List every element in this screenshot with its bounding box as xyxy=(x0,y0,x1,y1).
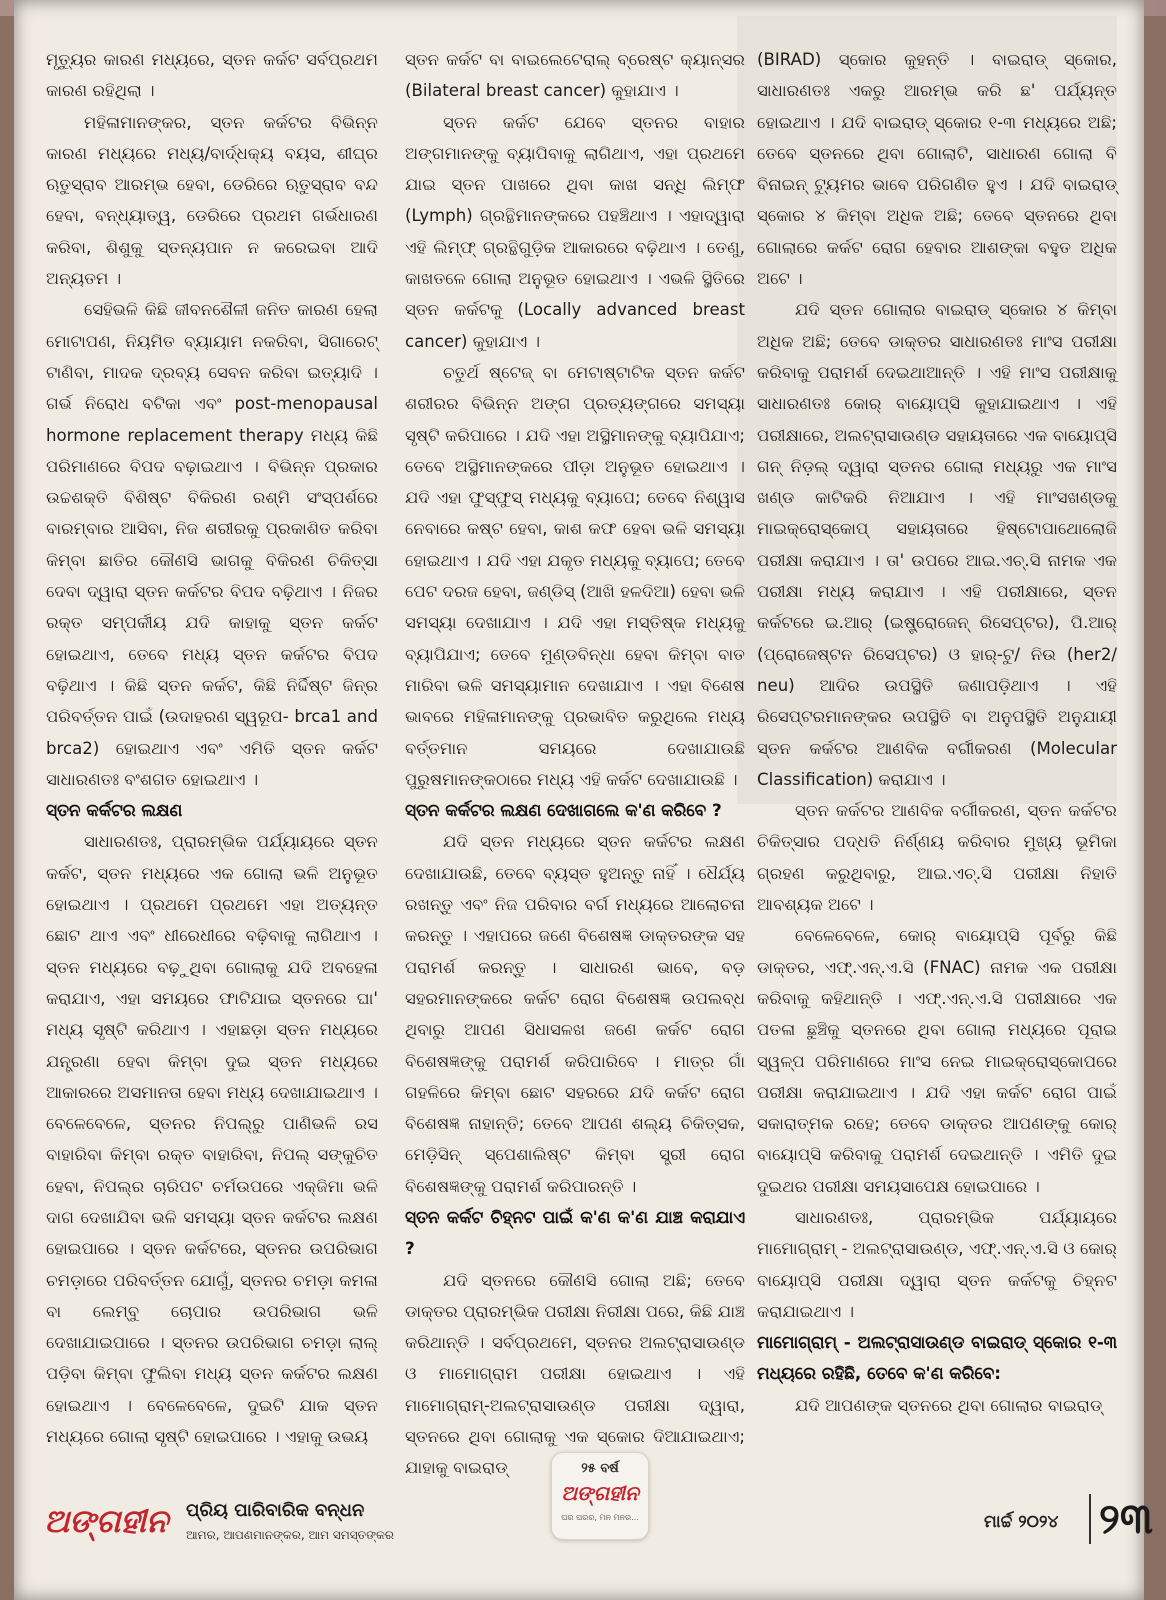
footer-tagline: ପ୍ରିୟ ପାରିବାରିକ ବନ୍ଧନ xyxy=(186,1500,365,1521)
paragraph: ଯଦି ସ୍ତନରେ କୌଣସି ଗୋଲା ଅଛି; ତେବେ ଡାକ୍ତର ପ୍ରାରମ୍ଭିକ ପରୀକ୍ଷା ନିରୀକ୍ଷା ପରେ, କିଛି ଯାଞ୍ଚ କରିଥାନ୍ତି । ସର୍ବପ୍ରଥମେ, ସ୍ତନର ଅଲଟ୍ରାସାଉଣ୍ଡ ଓ ମାମୋଗ୍ରାମ ପରୀକ୍ଷା ହୋଇଥାଏ । ଏହି ମାମୋଗ୍ରାମ୍-ଅଲଟ୍ରାସାଉଣ୍ଡ ପରୀକ୍ଷା ଦ୍ୱାରା, ସ୍ତନରେ ଥିବା ଗୋଲାକୁ ଏକ ସ୍କୋର ଦିଆଯାଇଥାଏ; ଯାହାକୁ ବାଇରାଡ୍ xyxy=(405,1270,745,1478)
paragraph: ସାଧାରଣତଃ, ପ୍ରାରମ୍ଭିକ ପର୍ଯ୍ୟାୟରେ ମାମୋଗ୍ରାମ୍ - ଅଲଟ୍ରାସାଉଣ୍ଡ, ଏଫ୍.ଏନ୍.ଏ.ସି ଓ କୋର୍ ବାୟୋପ୍ସି ପରୀକ୍ଷା ଦ୍ୱାରା ସ୍ତନ କର୍କଟକୁ ଚିହ୍ନଟ କରାଯାଇଥାଏ । xyxy=(757,1207,1117,1321)
footer-subtagline: ଆମର, ଆପଣମାନଙ୍କର, ଆମ ସମସ୍ତଙ୍କର xyxy=(186,1528,394,1542)
paragraph: ଯଦି ଆପଣଙ୍କ ସ୍ତନରେ ଥିବା ଗୋଲାର ବାଇରାଡ୍ xyxy=(795,1395,1103,1415)
paragraph: ସ୍ତନ କର୍କଟ ବା ବାଇଲେଟେରାଲ୍ ବ୍ରେଷ୍ଟ କ୍ୟାନ୍ସର (Bilateral breast cancer) କୁହାଯାଏ । xyxy=(405,50,745,101)
paragraph: ସାଧାରଣତଃ, ପ୍ରାରମ୍ଭିକ ପର୍ଯ୍ୟାୟରେ ସ୍ତନ କର୍କଟ, ସ୍ତନ ମଧ୍ୟରେ ଏକ ଗୋଲା ଭଳି ଅନୁଭୂତ ହୋଇଥାଏ । ପ୍ରଥମେ ପ୍ରଥମେ ଏହା ଅତ୍ୟନ୍ତ ଛୋଟ ଥାଏ ଏବଂ ଧୀରେଧୀରେ ବଢ଼ିବାକୁ ଲାଗିଥାଏ । ସ୍ତନ ମଧ୍ୟରେ ବଢ଼ୁଥିବା ଗୋଲାକୁ ଯଦି ଅବହେଳା କରାଯାଏ, ଏହା ସମୟରେ ଫାଟିଯାଇ ସ୍ତନରେ ଘା' ମଧ୍ୟ ସୃଷ୍ଟି କରିଥାଏ । ଏହାଛଡ଼ା ସ୍ତନ ମଧ୍ୟରେ ଯନ୍ତ୍ରଣା ହେବା କିମ୍ବା ଦୁଇ ସ୍ତନ ମଧ୍ୟରେ ଆକାରରେ ଅସମାନତା ହେବା ମଧ୍ୟ ଦେଖାଯାଇଥାଏ । ବେଳେବେଳେ, ସ୍ତନର ନିପଲ୍‌ରୁ ପାଣିଭଳି ରସ ବାହାରିବା କିମ୍ବା ରକ୍ତ ବାହାରିବା, ନିପଲ୍ ସଙ୍କୁଚିତ ହେବା, ନିପଲ୍‌ର ଚାରିପଟ ଚର୍ମଉପରେ ଏକ୍‌ଜିମା ଭଳି ଦାଗ ଦେଖାଯିବା ଭଳି ସମସ୍ୟା ସ୍ତନ କର୍କଟର ଲକ୍ଷଣ ହୋଇପାରେ । ସ୍ତନ କର୍କଟରେ, ସ୍ତନର ଉପରିଭାଗ ଚମଡ଼ାରେ ପରିବର୍ତ୍ତନ ଯୋଗୁଁ, ସ୍ତନର ଚମଡ଼ା କମଳା ବା ଲେମ୍ବୁ ଚୋପାର ଉପରିଭାଗ ଭଳି ଦେଖାଯାଇପାରେ । ସ୍ତନର ଉପରିଭାଗ ଚମଡ଼ା ଲାଲ୍ ପଡ଼ିବା କିମ୍ବା ଫୁଲିବା ମଧ୍ୟ ସ୍ତନ କର୍କଟର ଲକ୍ଷଣ ହୋଇଥାଏ । ବେଳେବେଳେ, ଦୁଇଟି ଯାକ ସ୍ତନ ମଧ୍ୟରେ ଗୋଲା ସୃଷ୍ଟି ହୋଇପାରେ । ଏହାକୁ ଉଭୟ xyxy=(46,832,378,1447)
section-heading: ମାମୋଗ୍ରାମ୍ - ଅଲଟ୍ରାସାଉଣ୍ଡ ବାଇରାଡ୍ ସ୍କୋର ୧-୩ ମଧ୍ୟରେ ରହିଛି, ତେବେ କ'ଣ କରିବେ: xyxy=(757,1332,1117,1384)
column-3 xyxy=(757,44,1117,1421)
paragraph: ଚତୁର୍ଥ ଷ୍ଟେଜ୍ ବା ମେଟାଷ୍ଟାଟିକ ସ୍ତନ କର୍କଟ ଶରୀରର ବିଭିନ୍ନ ଅଙ୍ଗ ପ୍ରତ୍ୟଙ୍ଗରେ ସମସ୍ୟା ସୃଷ୍ଟି କରିପାରେ । ଯଦି ଏହା ଅସ୍ଥିମାନଙ୍କୁ ବ୍ୟାପିଯାଏ; ତେବେ ଅସ୍ଥିମାନଙ୍କରେ ପୀଡ଼ା ଅନୁଭୂତ ହୋଇଥାଏ । ଯଦି ଏହା ଫୁସ୍‌ଫୁସ୍ ମଧ୍ୟକୁ ବ୍ୟାପେ; ତେବେ ନିଶ୍ୱାସ ନେବାରେ କଷ୍ଟ ହେବା, କାଶ କଫ ହେବା ଭଳି ସମସ୍ୟା ହୋଇଥାଏ । ଯଦି ଏହା ଯକୃତ ମଧ୍ୟକୁ ବ୍ୟାପେ; ତେବେ ପେଟ ଦରଜ ହେବା, ଜଣ୍ଡିସ୍ (ଆଖି ହଳଦିଆ) ହେବା ଭଳି ସମସ୍ୟା ଦେଖାଯାଏ । ଯଦି ଏହା ମସ୍ତିଷ୍କ ମଧ୍ୟକୁ ବ୍ୟାପିଯାଏ; ତେବେ ମୁଣ୍ଡବିନ୍ଧା ହେବା କିମ୍ବା ବାତ ମାରିବା ଭଳି ସମସ୍ୟାମାନ ଦେଖାଯାଏ । ଏହା ବିଶେଷ ଭାବରେ ମହିଳାମାନଙ୍କୁ ପ୍ରଭାବିତ କରୁଥିଲେ ମଧ୍ୟ ବର୍ତ୍ତମାନ ସମୟରେ ଦେଖାଯାଉଛି ପୁରୁଷମାନଙ୍କଠାରେ ମଧ୍ୟ ଏହି କର୍କଟ ଦେଖାଯାଉଛି । xyxy=(405,362,745,789)
badge-text: ଘର ଘରର, ମନ ମନର... xyxy=(561,1513,639,1522)
page-number: ୨୩ xyxy=(1099,1494,1153,1543)
paragraph: ବେଳେବେଳେ, କୋର୍ ବାୟୋପ୍ସି ପୂର୍ବରୁ କିଛି ଡାକ୍ତର, ଏଫ୍.ଏନ୍.ଏ.ସି (FNAC) ନାମକ ଏକ ପରୀକ୍ଷା କରିବାକୁ କହିଥାନ୍ତି । ଏଫ୍.ଏନ୍.ଏ.ସି ପରୀକ୍ଷାରେ ଏକ ପତଳା ଛୁଞ୍ଚିକୁ ସ୍ତନରେ ଥିବା ଗୋଲା ମଧ୍ୟରେ ପୂରାଇ ସ୍ୱଳ୍ପ ପରିମାଣରେ ମାଂସ ନେଇ ମାଇକ୍ରୋସ୍କୋପରେ ପରୀକ୍ଷା କରାଯାଇଥାଏ । ଯଦି ଏହା କର୍କଟ ରୋଗ ପାଇଁ ସକାରାତ୍ମକ ରହେ; ତେବେ ଡାକ୍ତର ଆପଣଙ୍କୁ କୋର୍ ବାୟୋପ୍ସି କରିବାକୁ ପରାମର୍ଶ ଦେଇଥାନ୍ତି । ଏମିତି ଦୁଇ ଦୁଇଥର ପରୀକ୍ଷା ସମୟସାପେକ୍ଷ ହୋଇପାରେ । xyxy=(757,926,1117,1196)
page-footer xyxy=(14,1461,1153,1600)
section-heading: ସ୍ତନ କର୍କଟ ଚିହ୍ନଟ ପାଇଁ କ'ଣ କ'ଣ ଯାଞ୍ଚ କରାଯାଏ ? xyxy=(405,1206,745,1259)
column-2 xyxy=(405,44,745,1484)
paragraph: ସ୍ତନ କର୍କଟ ଯେବେ ସ୍ତନର ବାହାର ଅଙ୍ଗମାନଙ୍କୁ ବ୍ୟାପିବାକୁ ଲାଗିଥାଏ, ଏହା ପ୍ରଥମେ ଯାଇ ସ୍ତନ ପାଖରେ ଥିବା କାଖ ସନ୍ଧି ଲିମ୍ଫ (Lymph) ଗ୍ରନ୍ଥିମାନଙ୍କରେ ପହଞ୍ଚିଥାଏ । ଏହାଦ୍ୱାରା ଏହି ଲିମ୍ଫ୍ ଗ୍ରନ୍ଥିଗୁଡ଼ିକ ଆକାରରେ ବଢ଼ିଥାଏ । ତେଣୁ, କାଖତଳେ ଗୋଲା ଅନୁଭୂତ ହୋଇଥାଏ । ଏଭଳି ସ୍ଥିତିରେ ସ୍ତନ କର୍କଟକୁ (Locally advanced breast cancer) କୁହାଯାଏ । xyxy=(405,112,745,351)
paragraph: ସ୍ତନ କର୍କଟର ଆଣବିକ ବର୍ଗୀକରଣ, ସ୍ତନ କର୍କଟର ଚିକିତ୍ସାର ପଦ୍ଧତି ନିର୍ଣ୍ଣୟ କରିବାର ମୁଖ୍ୟ ଭୂମିକା ଗ୍ରହଣ କରୁଥିବାରୁ, ଆଇ.ଏଚ୍.ସି ପରୀକ୍ଷା ନିହାତି ଆବଶ୍ୟକ ଅଟେ । xyxy=(757,801,1117,915)
badge-year: ୨୫ ବର୍ଷ xyxy=(581,1461,619,1476)
footer-divider xyxy=(1089,1494,1091,1544)
paragraph: ମୃତ୍ୟୁର କାରଣ ମଧ୍ୟରେ, ସ୍ତନ କର୍କଟ ସର୍ବପ୍ରଥମ କାରଣ ରହିଥିଲା । xyxy=(46,50,378,101)
section-heading: ସ୍ତନ କର୍କଟର ଲକ୍ଷଣ ଦେଖାଗଲେ କ'ଣ କରିବେ ? xyxy=(405,800,722,821)
paragraph: ଯଦି ସ୍ତନ ଗୋଲାର ବାଇରାଡ୍ ସ୍କୋର ୪ କିମ୍ବା ଅଧିକ ଅଛି; ତେବେ ଡାକ୍ତର ସାଧାରଣତଃ ମାଂସ ପରୀକ୍ଷା କରିବାକୁ ପରାମର୍ଶ ଦେଇଥାଆନ୍ତି । ଏହି ମାଂସ ପରୀକ୍ଷାକୁ ସାଧାରଣତଃ କୋର୍ ବାୟୋପ୍ସି କୁହାଯାଇଥାଏ । ଏହି ପରୀକ୍ଷାରେ, ଅଲଟ୍ରାସାଉଣ୍ଡ ସହାୟତାରେ ଏକ ବାୟୋପ୍ସି ଗନ୍ ନିଡ଼ଲ୍ ଦ୍ୱାରା ସ୍ତନର ଗୋଲା ମଧ୍ୟରୁ ଏକ ମାଂସ ଖଣ୍ଡ କାଟିକରି ନିଆଯାଏ । ଏହି ମାଂସଖଣ୍ଡକୁ ମାଇକ୍ରୋସ୍କୋପ୍ ସହାୟତାରେ ହିଷ୍ଟୋପାଥୋଲୋଜି ପରୀକ୍ଷା କରାଯାଏ । ତା' ଉପରେ ଆଇ.ଏଚ୍.ସି ନାମକ ଏକ ପରୀକ୍ଷା ମଧ୍ୟ କରାଯାଏ । ଏହି ପରୀକ୍ଷାରେ, ସ୍ତନ କର୍କଟରେ ଇ.ଆର୍ (ଇଷ୍ଟ୍ରୋଜେନ୍ ରିସେପ୍ଟର), ପି.ଆର୍ (ପ୍ରୋଜେଷ୍ଟନ ରିସେପ୍ଟର) ଓ ହାର୍-ଟୁ/ ନିଉ (her2/ neu) ଆଦିର ଉପସ୍ଥିତି ଜଣାପଡ଼ିଥାଏ । ଏହି ରିସେପ୍ଟରମାନଙ୍କର ଉପସ୍ଥିତି ବା ଅନୁପସ୍ଥିତି ଅନୁଯାୟୀ ସ୍ତନ କର୍କଟର ଆଣବିକ ବର୍ଗୀକରଣ (Molecular Classification) କରାଯାଏ । xyxy=(757,300,1117,789)
column-1 xyxy=(46,44,378,1452)
magazine-logo: ଅଙ୍ଗହୀନ xyxy=(44,1502,169,1540)
anniversary-badge xyxy=(551,1452,649,1540)
issue-month: ମାର୍ଚ୍ଚ ୨୦୨୪ xyxy=(984,1512,1059,1532)
paragraph: ସେହିଭଳି କିଛି ଜୀବନଶୈଳୀ ଜନିତ କାରଣ ହେଲା ମୋଟାପଣ, ନିୟମିତ ବ୍ୟାୟାମ ନକରିବା, ସିଗାରେଟ୍ ଟାଣିବା, ମାଦକ ଦ୍ରବ୍ୟ ସେବନ କରିବା ଇତ୍ୟାଦି । ଗର୍ଭ ନିରୋଧ ବଟିକା ଏବଂ post-menopausal hormone replacement therapy ମଧ୍ୟ କିଛି ପରିମାଣରେ ବିପଦ ବଢ଼ାଇଥାଏ । ବିଭିନ୍ନ ପ୍ରକାର ଉଚ୍ଚଶକ୍ତି ବିଶିଷ୍ଟ ବିକିରଣ ରଶ୍ମି ସଂସ୍ପର୍ଶରେ ବାରମ୍ବାର ଆସିବା, ନିଜ ଶରୀରକୁ ପ୍ରକାଶିତ କରିବା କିମ୍ବା ଛାତିର କୌଣସି ଭାଗକୁ ବିକିରଣ ଚିକିତ୍ସା ଦେବା ଦ୍ୱାରା ସ୍ତନ କର୍କଟର ବିପଦ ବଢ଼ିଥାଏ । ନିଜର ରକ୍ତ ସମ୍ପର୍କୀୟ ଯଦି କାହାକୁ ସ୍ତନ କର୍କଟ ହୋଇଥାଏ, ତେବେ ମଧ୍ୟ ସ୍ତନ କର୍କଟର ବିପଦ ବଢ଼ିଥାଏ । କିଛି ସ୍ତନ କର୍କଟ, କିଛି ନିର୍ଦ୍ଦିଷ୍ଟ ଜିନ୍‌ର ପରିବର୍ତ୍ତନ ପାଇଁ (ଉଦାହରଣ ସ୍ୱରୂପ- brca1 and brca2) ହୋଇଥାଏ ଏବଂ ଏମିତି ସ୍ତନ କର୍କଟ ସାଧାରଣତଃ ବଂଶଗତ ହୋଇଥାଏ । xyxy=(46,300,378,789)
section-heading: ସ୍ତନ କର୍କଟର ଲକ୍ଷଣ xyxy=(46,800,183,821)
badge-logo: ଅଙ୍ଗହୀନ xyxy=(561,1481,639,1505)
paragraph: ଯଦି ସ୍ତନ ମଧ୍ୟରେ ସ୍ତନ କର୍କଟର ଲକ୍ଷଣ ଦେଖାଯାଉଛି, ତେବେ ବ୍ୟସ୍ତ ହୁଅନ୍ତୁ ନାହିଁ । ଧୈର୍ଯ୍ୟ ରଖନ୍ତୁ ଏବଂ ନିଜ ପରିବାର ବର୍ଗ ମଧ୍ୟରେ ଆଲୋଚନା କରନ୍ତୁ । ଏହାପରେ ଜଣେ ବିଶେଷଜ୍ଞ ଡାକ୍ତରଙ୍କ ସହ ପରାମର୍ଶ କରନ୍ତୁ । ସାଧାରଣ ଭାବେ, ବଡ଼ ସହରମାନଙ୍କରେ କର୍କଟ ରୋଗ ବିଶେଷଜ୍ଞ ଉପଲବ୍ଧ ଥିବାରୁ ଆପଣ ସିଧାସଳଖ ଜଣେ କର୍କଟ ରୋଗ ବିଶେଷଜ୍ଞଙ୍କୁ ପରାମର୍ଶ କରିପାରିବେ । ମାତ୍ର ଗାଁ ଗହଳିରେ କିମ୍ବା ଛୋଟ ସହରରେ ଯଦି କର୍କଟ ରୋଗ ବିଶେଷଜ୍ଞ ନାହାନ୍ତି; ତେବେ ଆପଣ ଶଲ୍ୟ ଚିକିତ୍ସକ, ମେଡ଼ିସିନ୍ ସ୍ପେଶାଲିଷ୍ଟ କିମ୍ବା ସ୍ତ୍ରୀ ରୋଗ ବିଶେଷଜ୍ଞଙ୍କୁ ପରାମର୍ଶ କରିପାରନ୍ତି । xyxy=(405,832,745,1196)
paragraph: (BIRAD) ସ୍କୋର କୁହନ୍ତି । ବାଇରାଡ୍ ସ୍କୋର, ସାଧାରଣତଃ ଏକରୁ ଆରମ୍ଭ କରି ଛ' ପର୍ଯ୍ୟନ୍ତ ହୋଇଥାଏ । ଯଦି ବାଇରାଡ୍ ସ୍କୋର ୧-୩ ମଧ୍ୟରେ ଅଛି; ତେବେ ସ୍ତନରେ ଥିବା ଗୋଲାଟି, ସାଧାରଣ ଗୋଲା ବି ବିନାଇନ୍ ଟ୍ୟୁମର ଭାବେ ପରିଗଣିତ ହୁଏ । ଯଦି ବାଇରାଡ୍ ସ୍କୋର ୪ କିମ୍ବା ଅଧିକ ଅଛି; ତେବେ ସ୍ତନରେ ଥିବା ଗୋଲାରେ କର୍କଟ ରୋଗ ହେବାର ଆଶଙ୍କା ବହୁତ ଅଧିକ ଅଟେ । xyxy=(757,50,1117,289)
paragraph: ମହିଳାମାନଙ୍କର, ସ୍ତନ କର୍କଟର ବିଭିନ୍ନ କାରଣ ମଧ୍ୟରେ ମଧ୍ୟ/ବାର୍ଦ୍ଧକ୍ୟ ବୟସ, ଶୀଘ୍ର ଋତୁସ୍ରାବ ଆରମ୍ଭ ହେବା, ଡେରିରେ ଋତୁସ୍ରାବ ବନ୍ଦ ହେବା, ବନ୍ଧ୍ୟାତ୍ୱ, ଡେରିରେ ପ୍ରଥମ ଗର୍ଭଧାରଣ କରିବା, ଶିଶୁକୁ ସ୍ତନ୍ୟପାନ ନ କରେଇବା ଆଦି ଅନ୍ୟତମ । xyxy=(46,112,378,289)
